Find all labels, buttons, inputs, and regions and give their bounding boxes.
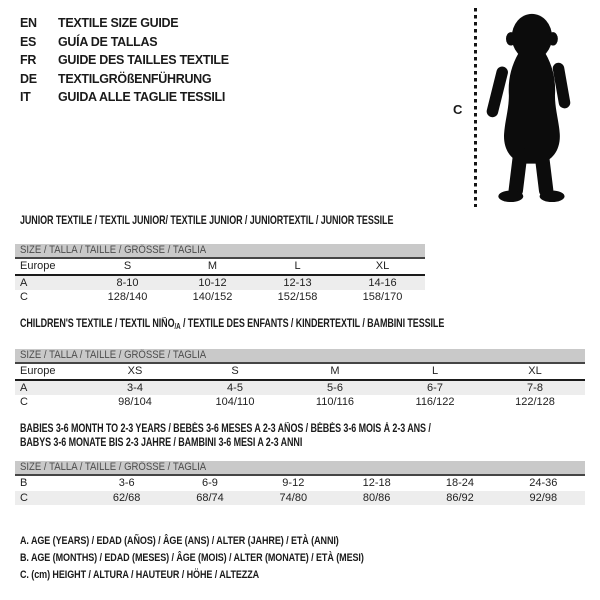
footnote-age-months: B. AGE (MONTHS) / EDAD (MESES) / ÂGE (MOIS) / ALTER (MONATE) / ETÀ (MESI) <box>20 551 364 564</box>
column-header: XL <box>375 260 390 273</box>
cell-value: 140/152 <box>192 291 233 304</box>
language-code: DE <box>20 71 37 86</box>
footnote-age-years: A. AGE (YEARS) / EDAD (AÑOS) / ÂGE (ANS) / ALTER (JAHRE) / ETÀ (ANNI) <box>20 535 339 547</box>
section-title-babies-line1: BABIES 3-6 MONTH TO 2-3 YEARS / BEBÉS 3-6 MESES A 2-3 AÑOS / BÉBÉS 3-6 MOIS À 2-3 ANS / <box>20 423 431 435</box>
column-header: XL <box>528 365 542 378</box>
cell-value: 10-12 <box>198 276 227 289</box>
cell-value: 5-6 <box>327 381 343 394</box>
row-label: A <box>20 276 28 289</box>
cell-value: 9-12 <box>282 477 305 490</box>
section-title-babies <box>20 422 431 450</box>
cell-value: 86/92 <box>446 491 474 504</box>
cell-value: 24-36 <box>529 477 558 490</box>
row-label: C <box>20 291 28 304</box>
cell-value: 128/140 <box>107 291 148 304</box>
measure-key-footnotes <box>20 533 364 583</box>
table-row <box>15 491 585 506</box>
cell-value: 158/170 <box>362 291 403 304</box>
section-title-children <box>20 318 444 331</box>
table-row <box>15 276 425 291</box>
section-title-children-subscript: /A <box>174 322 181 331</box>
size-header-label: SIZE / TALLA / TAILLE / GRÖSSE / TAGLIA <box>20 461 207 473</box>
column-header: L <box>294 260 301 273</box>
row-label: C <box>20 491 28 504</box>
section-title-junior: JUNIOR TEXTILE / TEXTIL JUNIOR/ TEXTILE JUNIOR / JUNIORTEXTIL / JUNIOR TESSILE <box>20 215 394 227</box>
cell-value: 62/68 <box>112 491 141 504</box>
size-header-bar <box>15 244 425 259</box>
children-size-table <box>15 349 585 410</box>
height-measure-label: C <box>453 102 463 117</box>
cell-value: 8-10 <box>116 276 139 289</box>
section-title-children-text: CHILDREN'S TEXTILE / TEXTIL NIÑO <box>20 318 175 330</box>
table-row <box>15 290 425 305</box>
table-row <box>15 381 585 396</box>
size-header-label: SIZE / TALLA / TAILLE / GRÖSSE / TAGLIA <box>20 244 207 256</box>
cell-value: 92/98 <box>529 491 558 504</box>
language-title: GUÍA DE TALLAS <box>58 34 158 49</box>
language-title: GUIDE DES TAILLES TEXTILE <box>58 53 229 68</box>
baby-silhouette-image <box>482 6 578 208</box>
row-label: C <box>20 396 28 409</box>
row-label: B <box>20 477 28 490</box>
cell-value: 12-18 <box>362 477 391 490</box>
cell-value: 152/158 <box>277 291 318 304</box>
cell-value: 3-6 <box>118 477 135 490</box>
cell-value: 104/110 <box>215 396 255 409</box>
column-header: S <box>123 260 132 273</box>
cell-value: 14-16 <box>368 276 397 289</box>
cell-value: 6-7 <box>427 381 443 394</box>
region-header: Europe <box>20 365 56 378</box>
cell-value: 3-4 <box>127 381 143 394</box>
language-row <box>20 51 229 70</box>
language-title: TEXTILE SIZE GUIDE <box>58 16 179 30</box>
cell-value: 98/104 <box>118 396 152 409</box>
language-title: TEXTILGRÖßENFÜHRUNG <box>58 71 212 86</box>
cell-value: 12-13 <box>283 276 312 289</box>
language-row <box>20 88 229 107</box>
size-header-label: SIZE / TALLA / TAILLE / GRÖSSE / TAGLIA <box>20 349 207 361</box>
region-header: Europe <box>20 260 56 273</box>
language-row <box>20 33 229 52</box>
size-header-bar <box>15 461 585 476</box>
language-code: IT <box>20 90 31 105</box>
language-code: FR <box>20 53 37 68</box>
column-header: S <box>231 365 239 378</box>
table-row <box>15 395 585 410</box>
language-code: EN <box>20 16 37 30</box>
cell-value: 116/122 <box>415 396 455 409</box>
babies-size-table <box>15 461 585 505</box>
table-row <box>15 364 585 381</box>
junior-size-table <box>15 244 425 305</box>
cell-value: 4-5 <box>227 381 243 394</box>
language-row <box>20 70 229 89</box>
column-header: M <box>330 365 340 378</box>
cell-value: 110/116 <box>315 396 355 409</box>
footnote-height-cm: C. (cm) HEIGHT / ALTURA / HAUTEUR / HÖHE / ALTEZZA <box>20 568 260 581</box>
column-header: M <box>207 260 218 273</box>
column-header: L <box>431 365 439 378</box>
cell-value: 7-8 <box>527 381 543 394</box>
size-header-bar <box>15 349 585 364</box>
cell-value: 68/74 <box>196 491 224 504</box>
cell-value: 18-24 <box>445 477 475 490</box>
language-code: ES <box>20 34 37 49</box>
language-guide-list <box>20 14 229 107</box>
language-title: GUIDA ALLE TAGLIE TESSILI <box>58 90 226 105</box>
cell-value: 74/80 <box>279 491 308 504</box>
table-row <box>15 476 585 491</box>
language-row <box>20 14 229 33</box>
cell-value: 122/128 <box>515 396 555 409</box>
table-row <box>15 259 425 276</box>
cell-value: 80/86 <box>362 491 391 504</box>
section-title-babies-line2: BABYS 3-6 MONATE BIS 2-3 JAHRE / BAMBINI 3-6 MESI A 2-3 ANNI <box>20 437 303 450</box>
column-header: XS <box>127 365 143 378</box>
cell-value: 6-9 <box>202 477 218 490</box>
height-measure-dotted-line <box>474 8 477 207</box>
section-title-children-text: / TEXTILE DES ENFANTS / KINDERTEXTIL / BAMBINI TESSILE <box>180 318 445 330</box>
row-label: A <box>20 381 28 394</box>
